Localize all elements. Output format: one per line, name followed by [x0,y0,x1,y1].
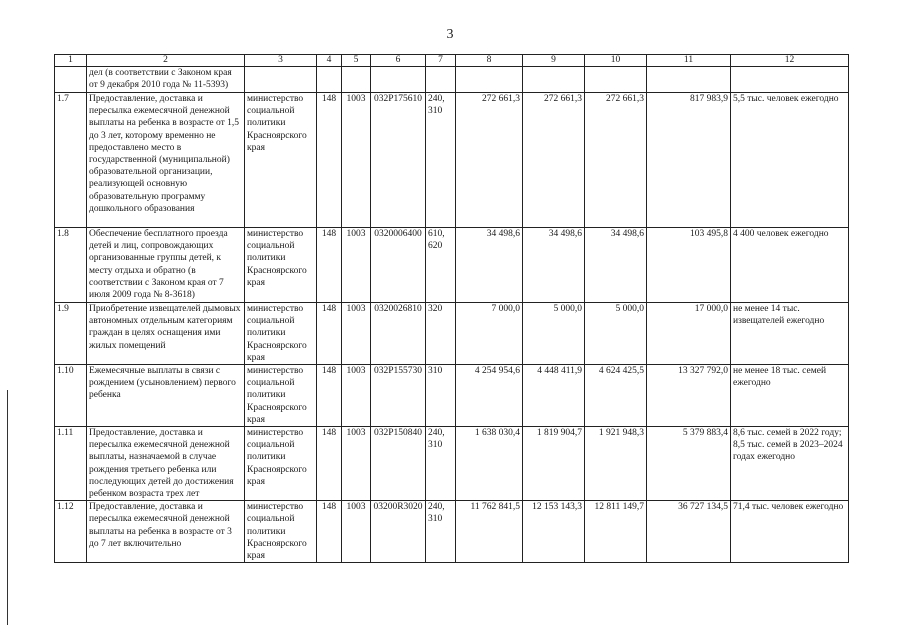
header-cell: 5 [342,55,371,67]
row-c8: 34 498,6 [456,228,523,303]
row-c4: 148 [317,93,342,228]
row-c4: 148 [317,427,342,501]
header-cell: 3 [245,55,317,67]
row-c10: 5 000,0 [585,303,647,365]
row-c9: 1 819 904,7 [523,427,585,501]
row-c10: 4 624 425,5 [585,365,647,427]
header-cell: 9 [523,55,585,67]
row-c6: 03200R3020 [371,501,426,563]
row-number: 1.10 [55,365,87,427]
row-c7: 240, 310 [426,427,456,501]
row-c4: 148 [317,365,342,427]
header-cell: 2 [87,55,245,67]
row-c9: 4 448 411,9 [523,365,585,427]
row-c8: 1 638 030,4 [456,427,523,501]
row-c9: 272 661,3 [523,93,585,228]
row-org: министерство социальной политики Красноярского края [245,93,317,228]
row-c11: 13 327 792,0 [647,365,731,427]
row-c6: 0320006400 [371,228,426,303]
row-name: Предоставление, доставка и пересылка ежемесячной денежной выплаты на ребенка в возрасте от 3 до 7 лет включительно [87,501,245,563]
header-cell: 6 [371,55,426,67]
row-c12: 4 400 человек ежегодно [731,228,849,303]
row-number: 1.7 [55,93,87,228]
header-cell: 10 [585,55,647,67]
row-c9: 12 153 143,3 [523,501,585,563]
row-c12: 5,5 тыс. человек ежегодно [731,93,849,228]
row-org: министерство социальной политики Красноярского края [245,365,317,427]
table-row [55,427,849,501]
row-c12: не менее 14 тыс. извещателей ежегодно [731,303,849,365]
table-row [55,228,849,303]
row-c10: 34 498,6 [585,228,647,303]
row-c6: 032P155730 [371,365,426,427]
row-c5: 1003 [342,501,371,563]
row-c4: 148 [317,303,342,365]
page-number: 3 [446,27,454,42]
row-c7: 610, 620 [426,228,456,303]
row-c9: 34 498,6 [523,228,585,303]
row-c10: 1 921 948,3 [585,427,647,501]
row-org: министерство социальной политики Красноярского края [245,228,317,303]
row-c4: 148 [317,501,342,563]
header-cell: 4 [317,55,342,67]
row-c7: 320 [426,303,456,365]
header-row [55,55,849,67]
row-org: министерство социальной политики Красноярского края [245,501,317,563]
row-c7: 240, 310 [426,93,456,228]
row-c10: 272 661,3 [585,93,647,228]
row-c5: 1003 [342,427,371,501]
row-c11: 17 000,0 [647,303,731,365]
row-name: Предоставление, доставка и пересылка ежемесячной денежной выплаты, назначаемой в случае рождения третьего ребенка или последующих детей до достижения ребенком возраста трех лет [87,427,245,501]
row-number: 1.11 [55,427,87,501]
margin-line [7,390,8,625]
header-cell: 11 [647,55,731,67]
row-org: министерство социальной политики Красноярского края [245,303,317,365]
budget-table [54,54,849,563]
row-number: 1.8 [55,228,87,303]
row-c6: 032P150840 [371,427,426,501]
row-name: Предоставление, доставка и пересылка ежемесячной денежной выплаты на ребенка в возрасте от 1,5 до 3 лет, которому временно не предоставлено место в государственной (муниципальной) образовательной организации, реализующей основную образовательную программу дошкольного образования [87,93,245,228]
header-cell: 12 [731,55,849,67]
header-cell: 1 [55,55,87,67]
row-c12: 8,6 тыс. семей в 2022 году; 8,5 тыс. семей в 2023–2024 годах ежегодно [731,427,849,501]
row-c11: 5 379 883,4 [647,427,731,501]
row-c12: не менее 18 тыс. семей ежегодно [731,365,849,427]
header-cell: 8 [456,55,523,67]
row-name: Приобретение извещателей дымовых автономных отдельным категориям граждан в целях оснащения ими жилых помещений [87,303,245,365]
row-c5: 1003 [342,228,371,303]
row-name: Обеспечение бесплатного проезда детей и лиц, сопровождающих организованные группы детей, к месту отдыха и обратно (в соответствии с Законом края от 7 июля 2009 года № 8-3618) [87,228,245,303]
row-c5: 1003 [342,365,371,427]
row-number: 1.9 [55,303,87,365]
table-row [55,501,849,563]
row-c5: 1003 [342,303,371,365]
row-c6: 032P175610 [371,93,426,228]
row-c10: 12 811 149,7 [585,501,647,563]
row-c8: 7 000,0 [456,303,523,365]
row-org: министерство социальной политики Красноярского края [245,427,317,501]
continuation-text: дел (в соответствии с Законом края от 9 декабря 2010 года № 11-5393) [87,67,245,93]
header-cell: 7 [426,55,456,67]
row-c11: 36 727 134,5 [647,501,731,563]
row-name: Ежемесячные выплаты в связи с рождением (усыновлением) первого ребенка [87,365,245,427]
row-c7: 240, 310 [426,501,456,563]
table-row [55,303,849,365]
table-row [55,365,849,427]
row-c7: 310 [426,365,456,427]
row-c5: 1003 [342,93,371,228]
row-number: 1.12 [55,501,87,563]
row-c12: 71,4 тыс. человек ежегодно [731,501,849,563]
row-c8: 4 254 954,6 [456,365,523,427]
row-c11: 103 495,8 [647,228,731,303]
row-c9: 5 000,0 [523,303,585,365]
row-c8: 272 661,3 [456,93,523,228]
continuation-row [55,67,849,93]
row-c4: 148 [317,228,342,303]
row-c11: 817 983,9 [647,93,731,228]
row-c6: 0320026810 [371,303,426,365]
row-c8: 11 762 841,5 [456,501,523,563]
table-row [55,93,849,228]
